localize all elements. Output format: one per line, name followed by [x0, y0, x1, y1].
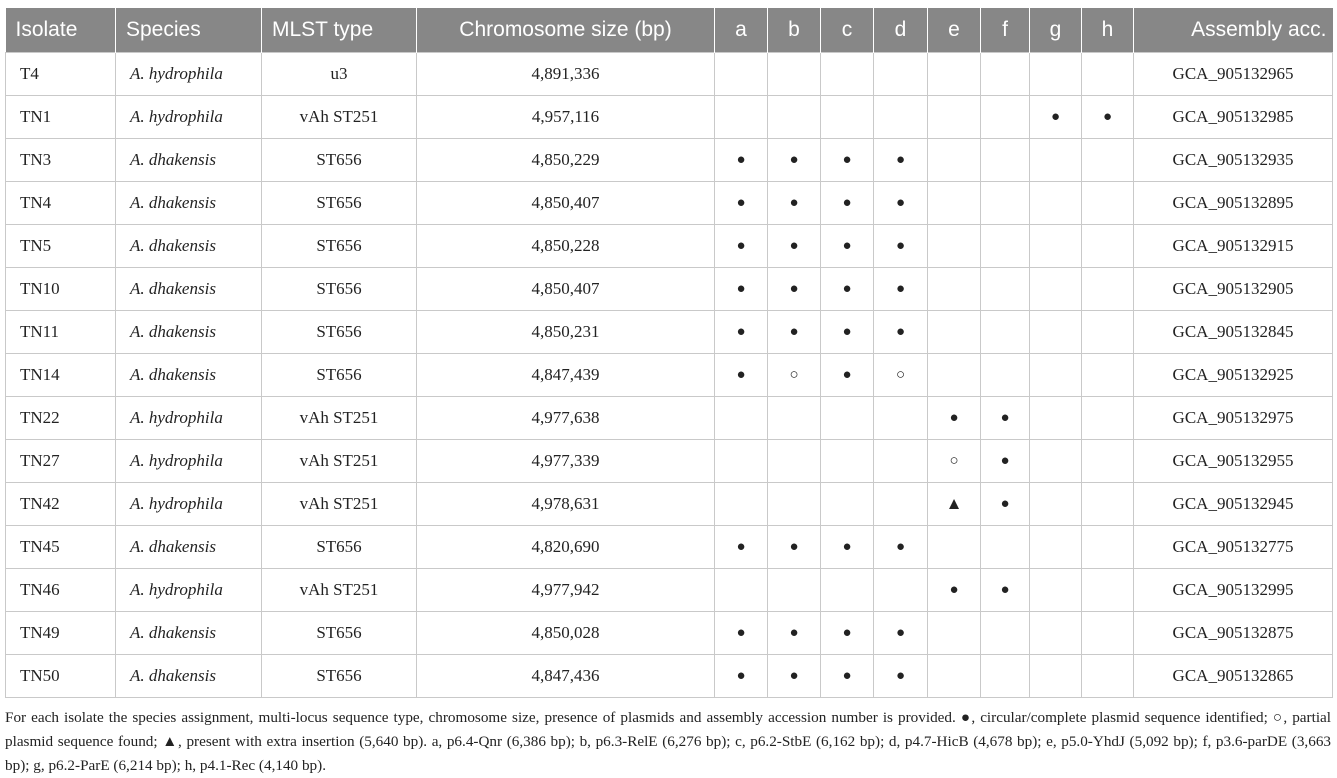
cell-plasmid-d — [874, 569, 928, 612]
cell-mlst-type: u3 — [262, 53, 417, 96]
cell-plasmid-b — [768, 569, 821, 612]
cell-plasmid-g — [1030, 53, 1082, 96]
cell-isolate: TN27 — [6, 440, 116, 483]
cell-assembly-acc: GCA_905132895 — [1134, 182, 1333, 225]
cell-plasmid-h — [1082, 311, 1134, 354]
cell-plasmid-e — [928, 354, 981, 397]
cell-species: A. dhakensis — [116, 612, 262, 655]
cell-plasmid-d: ● — [874, 655, 928, 698]
cell-chromosome-size: 4,850,028 — [417, 612, 715, 655]
table-row — [6, 569, 1333, 612]
cell-plasmid-a: ● — [715, 655, 768, 698]
cell-plasmid-h — [1082, 612, 1134, 655]
cell-species: A. dhakensis — [116, 526, 262, 569]
cell-plasmid-b: ● — [768, 225, 821, 268]
cell-assembly-acc: GCA_905132905 — [1134, 268, 1333, 311]
column-header-d: d — [874, 8, 928, 53]
cell-chromosome-size: 4,978,631 — [417, 483, 715, 526]
cell-plasmid-g — [1030, 483, 1082, 526]
cell-plasmid-e — [928, 182, 981, 225]
cell-chromosome-size: 4,850,407 — [417, 268, 715, 311]
cell-mlst-type: ST656 — [262, 182, 417, 225]
cell-isolate: TN11 — [6, 311, 116, 354]
cell-plasmid-b: ● — [768, 655, 821, 698]
cell-plasmid-b: ● — [768, 139, 821, 182]
cell-plasmid-d: ● — [874, 612, 928, 655]
cell-plasmid-h — [1082, 268, 1134, 311]
cell-isolate: TN46 — [6, 569, 116, 612]
cell-plasmid-c: ● — [821, 354, 874, 397]
cell-plasmid-g — [1030, 397, 1082, 440]
cell-plasmid-c — [821, 53, 874, 96]
table-row — [6, 612, 1333, 655]
cell-plasmid-e — [928, 53, 981, 96]
cell-plasmid-h — [1082, 139, 1134, 182]
cell-plasmid-a: ● — [715, 311, 768, 354]
cell-plasmid-e — [928, 612, 981, 655]
cell-assembly-acc: GCA_905132985 — [1134, 96, 1333, 139]
cell-plasmid-c: ● — [821, 182, 874, 225]
table-row — [6, 225, 1333, 268]
column-header-h: h — [1082, 8, 1134, 53]
cell-plasmid-e — [928, 225, 981, 268]
cell-plasmid-e — [928, 268, 981, 311]
column-header-chromosome-size: Chromosome size (bp) — [417, 8, 715, 53]
table-row — [6, 268, 1333, 311]
cell-plasmid-h — [1082, 655, 1134, 698]
column-header-g: g — [1030, 8, 1082, 53]
cell-isolate: TN10 — [6, 268, 116, 311]
cell-plasmid-c: ● — [821, 655, 874, 698]
cell-isolate: TN45 — [6, 526, 116, 569]
cell-plasmid-f — [981, 139, 1030, 182]
cell-plasmid-d — [874, 397, 928, 440]
cell-plasmid-a: ● — [715, 612, 768, 655]
cell-isolate: TN3 — [6, 139, 116, 182]
table-row — [6, 440, 1333, 483]
cell-plasmid-d: ● — [874, 311, 928, 354]
cell-plasmid-h — [1082, 397, 1134, 440]
cell-isolate: TN14 — [6, 354, 116, 397]
cell-plasmid-b: ● — [768, 311, 821, 354]
cell-chromosome-size: 4,847,439 — [417, 354, 715, 397]
cell-species: A. hydrophila — [116, 569, 262, 612]
cell-plasmid-d — [874, 96, 928, 139]
cell-plasmid-d — [874, 53, 928, 96]
table-row — [6, 182, 1333, 225]
cell-assembly-acc: GCA_905132935 — [1134, 139, 1333, 182]
cell-chromosome-size: 4,850,231 — [417, 311, 715, 354]
cell-plasmid-c: ● — [821, 526, 874, 569]
cell-plasmid-h — [1082, 440, 1134, 483]
cell-plasmid-a: ● — [715, 354, 768, 397]
cell-species: A. hydrophila — [116, 397, 262, 440]
cell-plasmid-a — [715, 96, 768, 139]
cell-species: A. dhakensis — [116, 268, 262, 311]
cell-plasmid-g — [1030, 182, 1082, 225]
cell-chromosome-size: 4,847,436 — [417, 655, 715, 698]
cell-plasmid-b — [768, 96, 821, 139]
column-header-assembly-acc: Assembly acc. — [1134, 8, 1333, 53]
cell-plasmid-f — [981, 526, 1030, 569]
cell-plasmid-h — [1082, 225, 1134, 268]
cell-plasmid-e — [928, 139, 981, 182]
cell-isolate: TN49 — [6, 612, 116, 655]
cell-mlst-type: ST656 — [262, 139, 417, 182]
cell-plasmid-g — [1030, 311, 1082, 354]
cell-plasmid-c — [821, 483, 874, 526]
column-header-a: a — [715, 8, 768, 53]
table-row — [6, 354, 1333, 397]
cell-plasmid-g — [1030, 354, 1082, 397]
cell-plasmid-e: ● — [928, 569, 981, 612]
cell-mlst-type: vAh ST251 — [262, 397, 417, 440]
table-row — [6, 139, 1333, 182]
cell-plasmid-c — [821, 440, 874, 483]
cell-species: A. hydrophila — [116, 96, 262, 139]
cell-plasmid-b — [768, 440, 821, 483]
cell-chromosome-size: 4,850,229 — [417, 139, 715, 182]
cell-plasmid-g: ● — [1030, 96, 1082, 139]
cell-plasmid-d: ● — [874, 225, 928, 268]
cell-assembly-acc: GCA_905132995 — [1134, 569, 1333, 612]
cell-mlst-type: ST656 — [262, 655, 417, 698]
cell-chromosome-size: 4,977,638 — [417, 397, 715, 440]
cell-plasmid-a: ● — [715, 182, 768, 225]
column-header-isolate: Isolate — [6, 8, 116, 53]
cell-plasmid-f — [981, 53, 1030, 96]
cell-plasmid-c — [821, 569, 874, 612]
cell-species: A. dhakensis — [116, 225, 262, 268]
cell-plasmid-e: ● — [928, 397, 981, 440]
cell-plasmid-g — [1030, 139, 1082, 182]
table-row — [6, 526, 1333, 569]
cell-mlst-type: ST656 — [262, 268, 417, 311]
cell-plasmid-a: ● — [715, 268, 768, 311]
cell-plasmid-h — [1082, 569, 1134, 612]
cell-plasmid-b — [768, 397, 821, 440]
cell-isolate: TN5 — [6, 225, 116, 268]
cell-plasmid-e — [928, 655, 981, 698]
cell-mlst-type: ST656 — [262, 311, 417, 354]
cell-plasmid-f: ● — [981, 483, 1030, 526]
cell-assembly-acc: GCA_905132925 — [1134, 354, 1333, 397]
cell-plasmid-g — [1030, 225, 1082, 268]
cell-chromosome-size: 4,977,339 — [417, 440, 715, 483]
cell-species: A. dhakensis — [116, 354, 262, 397]
cell-plasmid-d: ● — [874, 182, 928, 225]
cell-species: A. hydrophila — [116, 483, 262, 526]
cell-chromosome-size: 4,957,116 — [417, 96, 715, 139]
cell-plasmid-a — [715, 569, 768, 612]
cell-plasmid-g — [1030, 655, 1082, 698]
cell-chromosome-size: 4,850,228 — [417, 225, 715, 268]
cell-plasmid-f — [981, 268, 1030, 311]
cell-plasmid-d: ● — [874, 268, 928, 311]
cell-plasmid-c — [821, 96, 874, 139]
cell-plasmid-h — [1082, 483, 1134, 526]
cell-plasmid-f — [981, 655, 1030, 698]
cell-isolate: TN22 — [6, 397, 116, 440]
column-header-b: b — [768, 8, 821, 53]
table-body — [6, 53, 1333, 698]
cell-plasmid-f — [981, 225, 1030, 268]
cell-plasmid-h: ● — [1082, 96, 1134, 139]
cell-isolate: TN42 — [6, 483, 116, 526]
cell-assembly-acc: GCA_905132845 — [1134, 311, 1333, 354]
cell-plasmid-d — [874, 440, 928, 483]
table-row — [6, 53, 1333, 96]
table-row — [6, 311, 1333, 354]
cell-plasmid-d: ● — [874, 139, 928, 182]
table-header — [6, 8, 1333, 53]
cell-plasmid-f — [981, 612, 1030, 655]
cell-plasmid-e — [928, 311, 981, 354]
cell-plasmid-g — [1030, 268, 1082, 311]
cell-plasmid-e: ○ — [928, 440, 981, 483]
cell-isolate: TN50 — [6, 655, 116, 698]
cell-plasmid-f: ● — [981, 569, 1030, 612]
cell-mlst-type: vAh ST251 — [262, 96, 417, 139]
column-header-e: e — [928, 8, 981, 53]
column-header-c: c — [821, 8, 874, 53]
cell-mlst-type: vAh ST251 — [262, 440, 417, 483]
table-container — [5, 8, 1332, 698]
cell-plasmid-b: ○ — [768, 354, 821, 397]
cell-plasmid-c: ● — [821, 225, 874, 268]
cell-assembly-acc: GCA_905132865 — [1134, 655, 1333, 698]
cell-plasmid-b — [768, 483, 821, 526]
cell-plasmid-b — [768, 53, 821, 96]
cell-chromosome-size: 4,820,690 — [417, 526, 715, 569]
cell-plasmid-c: ● — [821, 311, 874, 354]
cell-plasmid-c — [821, 397, 874, 440]
cell-plasmid-a — [715, 53, 768, 96]
cell-isolate: TN4 — [6, 182, 116, 225]
cell-plasmid-f — [981, 96, 1030, 139]
cell-plasmid-h — [1082, 182, 1134, 225]
cell-plasmid-e — [928, 96, 981, 139]
table-row — [6, 483, 1333, 526]
cell-plasmid-d — [874, 483, 928, 526]
column-header-species: Species — [116, 8, 262, 53]
cell-plasmid-d: ● — [874, 526, 928, 569]
cell-isolate: T4 — [6, 53, 116, 96]
cell-isolate: TN1 — [6, 96, 116, 139]
cell-assembly-acc: GCA_905132945 — [1134, 483, 1333, 526]
cell-plasmid-d: ○ — [874, 354, 928, 397]
cell-plasmid-f: ● — [981, 440, 1030, 483]
cell-plasmid-b: ● — [768, 526, 821, 569]
column-header-mlst-type: MLST type — [262, 8, 417, 53]
cell-chromosome-size: 4,891,336 — [417, 53, 715, 96]
cell-plasmid-f — [981, 311, 1030, 354]
cell-species: A. hydrophila — [116, 440, 262, 483]
cell-plasmid-f: ● — [981, 397, 1030, 440]
cell-plasmid-b: ● — [768, 612, 821, 655]
cell-plasmid-c: ● — [821, 268, 874, 311]
table-row — [6, 397, 1333, 440]
cell-plasmid-c: ● — [821, 612, 874, 655]
cell-assembly-acc: GCA_905132975 — [1134, 397, 1333, 440]
cell-species: A. hydrophila — [116, 53, 262, 96]
cell-assembly-acc: GCA_905132775 — [1134, 526, 1333, 569]
cell-plasmid-g — [1030, 440, 1082, 483]
cell-plasmid-g — [1030, 569, 1082, 612]
cell-species: A. dhakensis — [116, 139, 262, 182]
cell-plasmid-g — [1030, 526, 1082, 569]
table-row — [6, 96, 1333, 139]
cell-plasmid-a — [715, 397, 768, 440]
cell-plasmid-e — [928, 526, 981, 569]
cell-assembly-acc: GCA_905132965 — [1134, 53, 1333, 96]
cell-mlst-type: ST656 — [262, 225, 417, 268]
table-row — [6, 655, 1333, 698]
cell-plasmid-c: ● — [821, 139, 874, 182]
cell-mlst-type: vAh ST251 — [262, 569, 417, 612]
cell-mlst-type: ST656 — [262, 354, 417, 397]
cell-plasmid-f — [981, 354, 1030, 397]
cell-plasmid-f — [981, 182, 1030, 225]
isolate-table — [5, 8, 1333, 698]
cell-mlst-type: vAh ST251 — [262, 483, 417, 526]
cell-mlst-type: ST656 — [262, 612, 417, 655]
cell-mlst-type: ST656 — [262, 526, 417, 569]
cell-plasmid-e: ▲ — [928, 483, 981, 526]
cell-plasmid-h — [1082, 354, 1134, 397]
cell-plasmid-a: ● — [715, 526, 768, 569]
cell-chromosome-size: 4,850,407 — [417, 182, 715, 225]
cell-plasmid-b: ● — [768, 182, 821, 225]
cell-assembly-acc: GCA_905132875 — [1134, 612, 1333, 655]
cell-plasmid-a: ● — [715, 225, 768, 268]
table-footnote: For each isolate the species assignment, multi-locus sequence type, chromosome size, presence of plasmids and assembly accession number is provided. ●, circular/complete plasmid sequence identified; ○, partial plasmid sequence found; ▲, present with extra insertion (5,640 bp). a, p6.4-Qnr (6,386 bp); b, p6.3-RelE (6,276 bp); c, p6.2-StbE (6,162 bp); d, p4.7-HicB (4,678 bp); e, p5.0-YhdJ (5,092 bp); f, p3.6-parDE (3,663 bp); g, p6.2-ParE (6,214 bp); h, p4.1-Rec (4,140 bp). — [5, 709, 1331, 774]
cell-chromosome-size: 4,977,942 — [417, 569, 715, 612]
cell-species: A. dhakensis — [116, 311, 262, 354]
cell-species: A. dhakensis — [116, 655, 262, 698]
cell-plasmid-a — [715, 483, 768, 526]
cell-plasmid-a: ● — [715, 139, 768, 182]
cell-plasmid-a — [715, 440, 768, 483]
cell-plasmid-h — [1082, 526, 1134, 569]
cell-assembly-acc: GCA_905132915 — [1134, 225, 1333, 268]
column-header-f: f — [981, 8, 1030, 53]
cell-plasmid-h — [1082, 53, 1134, 96]
cell-species: A. dhakensis — [116, 182, 262, 225]
cell-plasmid-g — [1030, 612, 1082, 655]
cell-plasmid-b: ● — [768, 268, 821, 311]
cell-assembly-acc: GCA_905132955 — [1134, 440, 1333, 483]
